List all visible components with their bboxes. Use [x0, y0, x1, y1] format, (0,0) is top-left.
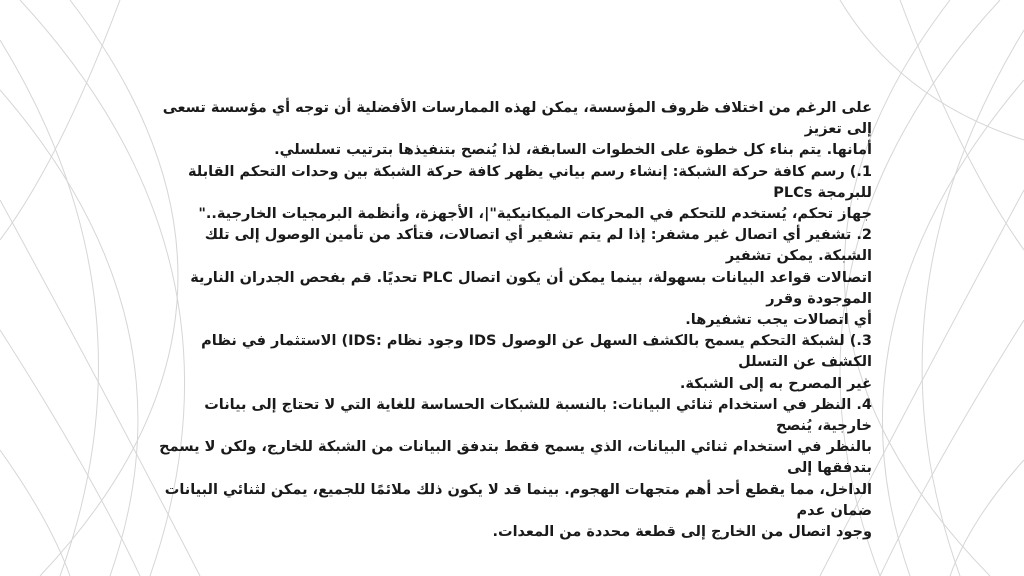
decor-arc	[922, 30, 1024, 576]
decor-arc	[0, 0, 120, 240]
text-line: غير المصرح به إلى الشبكة.	[679, 375, 872, 392]
text-line: 1.) رسم كافة حركة الشبكة: إنشاء رسم بياني يظهر كافة حركة الشبكة بين وحدات التحكم القابلة للبرمجة PLCs	[188, 163, 872, 201]
decor-arc	[882, 80, 1024, 576]
decor-arc	[900, 0, 1024, 250]
decor-arc	[950, 460, 1024, 576]
text-line: 3.) لشبكة التحكم يسمح بالكشف السهل عن الوصول IDS وجود نظام :IDS) الاستثمار في نظام الكشف عن التسلل	[201, 333, 872, 371]
decor-arc	[0, 330, 140, 576]
text-line: بالنظر في استخدام ثنائي البيانات، الذي يسمح فقط بتدفق البيانات من الشبكة للخارج، ولكن لا يسمح بتدفقها إلى	[159, 439, 872, 477]
decor-arc	[0, 40, 98, 576]
decor-arc	[880, 320, 1024, 576]
text-line: وجود اتصال من الخارج إلى قطعة محددة من المعدات.	[492, 524, 872, 541]
document-body	[150, 98, 872, 543]
text-line: أي اتصالات يجب تشفيرها.	[685, 312, 872, 329]
text-line: 2. تشفير أي اتصال غير مشفر: إذا لم يتم تشفير أي اتصالات، فتأكد من تأمين الوصول إلى تلك الشبكة. يمكن تشفير	[204, 227, 872, 265]
decor-arc	[0, 90, 138, 576]
text-line: اتصالات قواعد البيانات بسهولة، بينما يمكن أن يكون اتصال PLC تحديًا. قم بفحص الجدران النارية الموجودة وقرر	[190, 269, 872, 307]
text-line: على الرغم من اختلاف ظروف المؤسسة، يمكن لهذه الممارسات الأفضلية أن توجه أي مؤسسة تسعى إلى تعزيز	[162, 100, 872, 138]
text-line: جهاز تحكم، يُستخدم للتحكم في المحركات الميكانيكية"|، الأجهزة، وأنظمة البرمجيات الخارجية.."	[198, 206, 872, 223]
decor-arc	[0, 450, 70, 576]
text-line: أمانها. يتم بناء كل خطوة على الخطوات السابقة، لذا يُنصح بتنفيذها بترتيب تسلسلي.	[274, 142, 872, 159]
text-line: الداخل، مما يقطع أحد أهم متجهات الهجوم. بينما قد لا يكون ذلك ملائمًا للجميع، يمكن لثنائي البيانات ضمان عدم	[164, 481, 872, 519]
text-line: 4. النظر في استخدام ثنائي البيانات: بالنسبة للشبكات الحساسة للغاية التي لا تحتاج إلى بيانات خارجية، يُنصح	[204, 396, 872, 435]
